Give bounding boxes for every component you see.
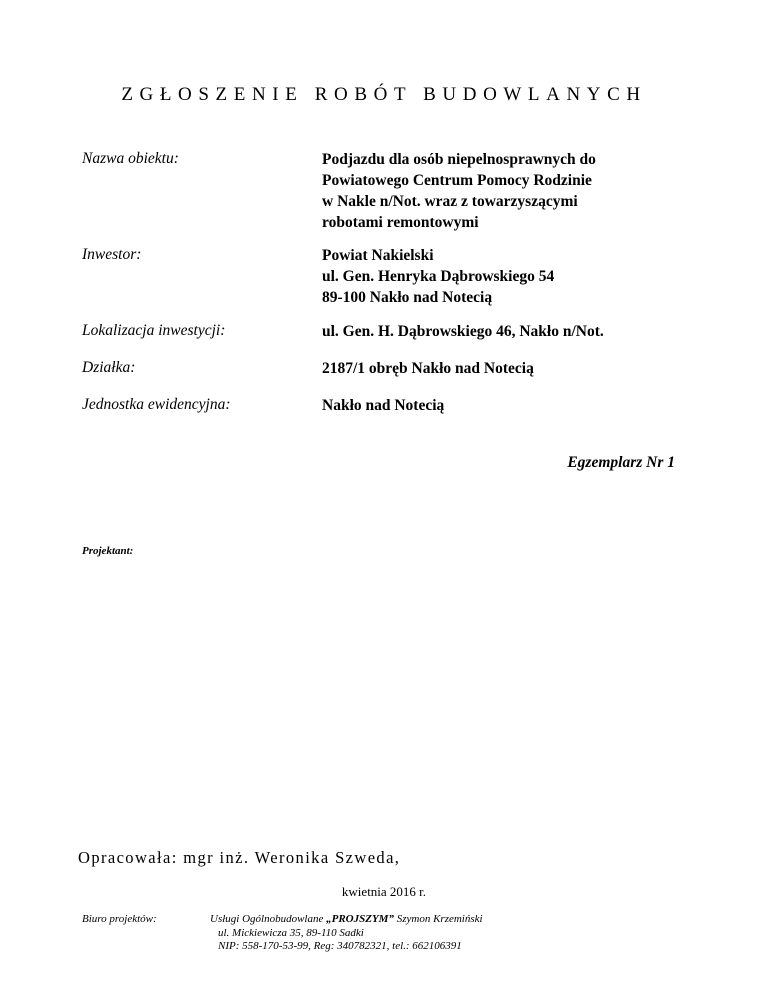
nazwa-line: Podjazdu dla osób niepelnosprawnych do [322, 151, 596, 168]
nazwa-obiektu-label: Nazwa obiektu: [82, 150, 179, 167]
lokalizacja-value: ul. Gen. H. Dąbrowskiego 46, Nakło n/Not. [322, 323, 604, 340]
jednostka-value: Nakło nad Notecią [322, 397, 445, 414]
biuro-details [210, 913, 483, 954]
inwestor-value [322, 245, 554, 308]
nazwa-line: w Nakle n/Not. wraz z towarzyszącymi [322, 193, 578, 210]
jednostka-label: Jednostka ewidencyjna: [82, 396, 231, 413]
egzemplarz-number: Egzemplarz Nr 1 [567, 454, 675, 471]
biuro-company-name: „PROJSZYM” [326, 913, 394, 925]
biuro-label: Biuro projektów: [82, 913, 157, 925]
biuro-line-1 [210, 913, 483, 927]
inwestor-label: Inwestor: [82, 246, 142, 263]
document-date: kwietnia 2016 r. [341, 884, 427, 899]
inwestor-line: 89-100 Nakło nad Notecią [322, 289, 493, 306]
lokalizacja-label: Lokalizacja inwestycji: [82, 322, 226, 339]
biuro-company-prefix: Usługi Ogólnobudowlane [210, 913, 327, 925]
inwestor-line: Powiat Nakielski [322, 247, 434, 264]
projektant-label: Projektant: [82, 545, 134, 557]
biuro-address: ul. Mickiewicza 35, 89-110 Sadki [218, 926, 364, 939]
biuro-contact: NIP: 558-170-53-99, Reg: 340782321, tel.: 662106391 [218, 940, 462, 952]
nazwa-obiektu-value [322, 149, 676, 233]
nazwa-line: Powiatowego Centrum Pomocy Rodzinie [322, 172, 592, 189]
dzialka-label: Działka: [82, 359, 136, 376]
nazwa-line: robotami remontowymi [322, 214, 479, 231]
document-title: ZGŁOSZENIE ROBÓT BUDOWLANYCH [121, 84, 647, 105]
opracowala-line: Opracowała: mgr inż. Weronika Szweda, [78, 848, 401, 867]
biuro-company-owner: Szymon Krzemiński [393, 913, 483, 925]
dzialka-value: 2187/1 obręb Nakło nad Notecią [322, 360, 534, 377]
inwestor-line: ul. Gen. Henryka Dąbrowskiego 54 [322, 268, 555, 285]
